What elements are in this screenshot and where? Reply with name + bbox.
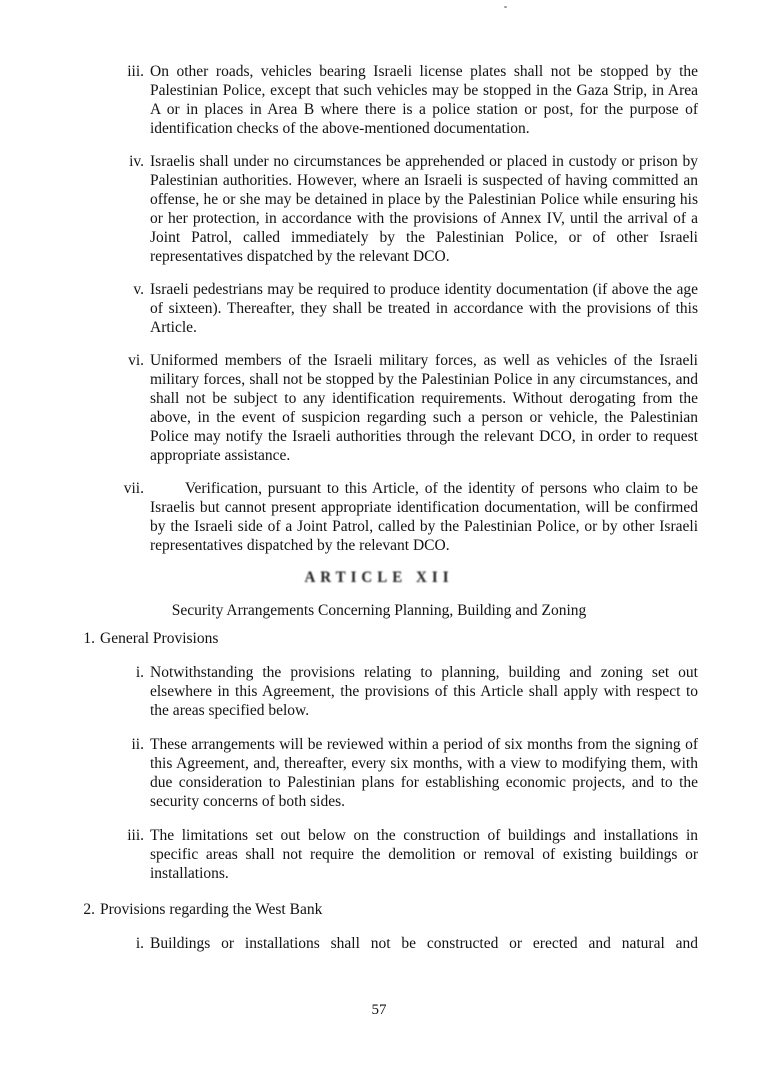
section-1-item-i (135, 663, 698, 720)
item-text: On other roads, vehicles bearing Israeli license plates shall not be stopped by the Palestinian Police, except that such vehicles may be stopped in the Gaza Strip, in Area A or in places in Area B where there is a police station or post, for the purpose of identification checks of the above-mentioned documentation. (150, 63, 698, 137)
item-number: i. (135, 935, 144, 952)
section-1-item-ii (131, 735, 698, 811)
item-number: iii. (127, 63, 144, 80)
scan-artifact-dot (504, 6, 507, 8)
item-text: Uniformed members of the Israeli military forces, as well as vehicles of the Israeli military forces, shall not be stopped by the Palestinian Police in any circumstances, and shall not be subject to any identification requirements. Without derogating from the above, in the event of suspicion regarding such a person or vehicle, the Palestinian Police may notify the Israeli authorities through the relevant DCO, in order to request appropriate assistance. (150, 352, 698, 464)
list-item-iii (127, 62, 698, 138)
item-number: v. (133, 281, 144, 298)
list-item-vii (123, 479, 698, 555)
item-number: iii. (127, 827, 144, 844)
item-text: Verification, pursuant to this Article, of the identity of persons who claim to be Israelis but cannot present appropriate identification documentation, will be confirmed by the Israeli side of a Joint Patrol, called by the Palestinian Police, or by other Israeli representatives dispatched by the relevant DCO. (150, 480, 698, 554)
page-number: 57 (371, 1002, 387, 1018)
item-number: iv. (129, 153, 144, 170)
section-number: 1. (83, 630, 95, 647)
article-heading: ARTICLE XII (304, 569, 454, 587)
section-title-text: Provisions regarding the West Bank (100, 901, 323, 918)
section-number: 2. (83, 901, 95, 918)
item-text: These arrangements will be reviewed within a period of six months from the signing of this Agreement, and, thereafter, every six months, with a view to modifying them, with due consideration to Palestinian plans for establishing economic projects, and to the security concerns of both sides. (150, 736, 698, 810)
item-text: Buildings or installations shall not be constructed or erected and natural and (150, 935, 698, 952)
section-title-text: General Provisions (100, 630, 219, 647)
list-item-v (133, 280, 698, 337)
item-text: The limitations set out below on the construction of buildings and installations in specific areas shall not require the demolition or removal of existing buildings or installations. (150, 827, 698, 882)
item-text: Israeli pedestrians may be required to produce identity documentation (if above the age of sixteen). Thereafter, they shall be treated in accordance with the provisions of this Article. (150, 281, 698, 336)
section-1-item-iii (127, 826, 698, 883)
item-text: Israelis shall under no circumstances be apprehended or placed in custody or prison by Palestinian authorities. However, where an Israeli is suspected of having committed an offense, he or she may be detained in place by the Palestinian Police while ensuring his or her protection, in accordance with the provisions of Annex IV, until the arrival of a Joint Patrol, called immediately by the Palestinian Police, or of other Israeli representatives dispatched by the relevant DCO. (150, 153, 698, 265)
list-item-vi (128, 351, 698, 465)
item-number: i. (135, 664, 144, 681)
item-number: ii. (131, 736, 144, 753)
item-text: Notwithstanding the provisions relating to planning, building and zoning set out elsewhere in this Agreement, the provisions of this Article shall apply with respect to the areas specified below. (150, 664, 698, 719)
item-number: vi. (128, 352, 144, 369)
article-subtitle: Security Arrangements Concerning Planning, Building and Zoning (171, 602, 587, 619)
item-number: vii. (123, 480, 144, 497)
section-2-item-i (135, 934, 698, 953)
list-item-iv (129, 152, 698, 266)
section-2-title (83, 900, 698, 919)
section-1-title (83, 629, 698, 648)
